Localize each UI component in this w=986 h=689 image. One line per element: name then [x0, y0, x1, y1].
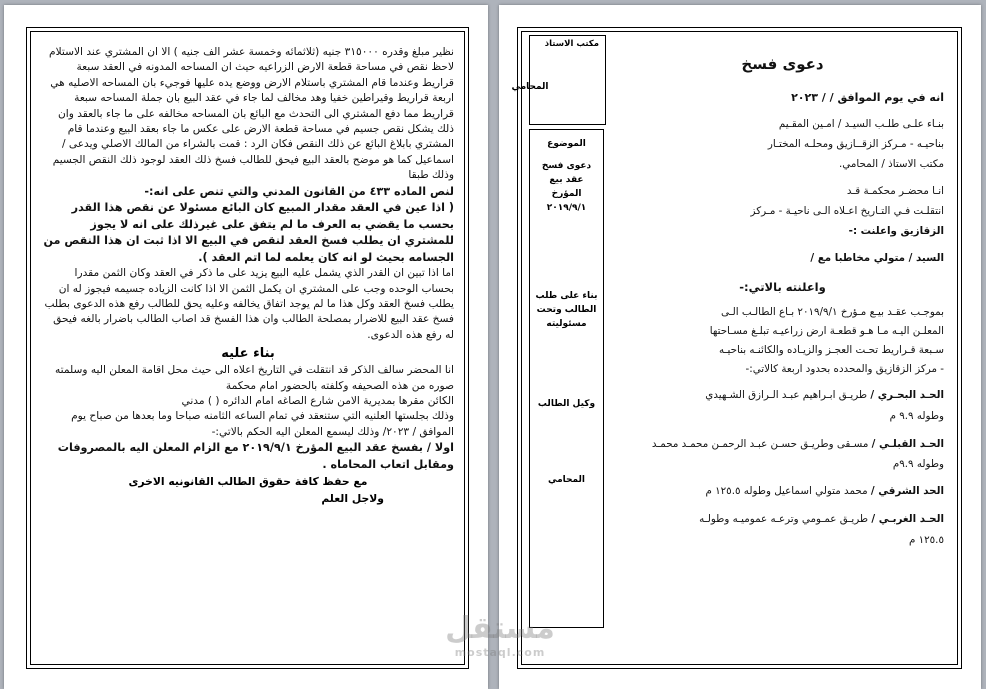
subject-line: ٢٠١٩/٩/١: [546, 203, 587, 213]
closing-line: ولاجل العلم: [321, 492, 384, 506]
border-text: طريـق عمـومي وترعـه عموميـه وطولـه: [699, 513, 869, 525]
watermark: [435, 612, 565, 659]
section-heading: بناء عليه: [221, 346, 275, 362]
border-west: [621, 513, 944, 525]
office-label: مكتب الاستاذ: [544, 39, 599, 49]
subject-line: عقد بيع: [549, 175, 584, 185]
border-label: الحـد البحـري /: [870, 389, 944, 401]
border-label: الحـد الغربـي /: [871, 513, 944, 525]
paragraph-facts: نظير مبلغ وقدره ٣١٥٠٠٠ جنيه (ثلاثمائه وخمسة عشر الف جنيه ) الا ان المشتري عند الاستلام لاحظ نقص في مساحة قطعة الارض الزراعيه حيث ان المساحه المدونه في العقد سبعة قراريط وعندما قام المشتري باستلام الارض ووضع يده عليها فوجيء بان المساحه الاصليه هي اربعة قراريط وقيراطين خفيا وهد مخالف لما جاء في عقد البيع بان جملة المساحه سبعة قراريط مما دفع المشتري الى التحدث مع البائع بان المساحه مخالفه على ما جاء بالعقد وان ذلك يشكل نقص جسيم في مساحة قطعة الارض على عكس ما جاء بعقد البيع وعندما قام المشتري بابلاغ البائع عن ذلك النقص فكان الرد : قمت بالشراء من المالك الاصلي ويدعى / اسماعيل كما هو موضح بالعقد البيع فيحق للطالب فسخ ذلك العقد لوجود ذلك النقص الجسيم وذلك طبقا: [49, 46, 454, 182]
defendant-line: السيد / متولي مخاطبا مع /: [810, 252, 944, 264]
border-label: الحـد القبلـي /: [871, 438, 944, 450]
watermark-subtext: mostaql.com: [454, 646, 546, 659]
office-line: مكتب الاستاذ / المحامي.: [838, 158, 944, 170]
residence-line: بناحيـه - مـركز الزقــازيق ومحلـه المختـار: [767, 138, 944, 150]
lawyer-label: المحامي: [547, 475, 586, 485]
page-right: [499, 5, 981, 689]
basis-line: مسئوليته: [546, 319, 587, 329]
reservation-line: مع حفظ كافة حقوق الطالب القانونيه الاخرى: [128, 475, 368, 489]
moved-line: انتقلـت فـي التـاريخ اعـلاه الـى ناحيـة - مـركز: [750, 205, 944, 217]
basis-line: بناء على طلب: [535, 291, 598, 301]
subject-label: الموضوع: [547, 139, 586, 149]
border-north: [621, 389, 944, 401]
paragraph-session: وذلك بجلستها العلنيه التي ستنعقد في تمام الساعه الثامنه صباحا وما بعدها من صباح يوم الموافق / ٢٠٢٣/ وذلك ليسمع المعلن اليه الحكم بالاتي:-: [71, 410, 454, 438]
document-title: دعوى فسخ: [741, 55, 824, 73]
requester-line: بنـاء علـى طلـب السيـد / امـين المقـيم: [778, 118, 944, 130]
basis-line: الطالب وتحت: [536, 305, 597, 315]
office-box: [511, 35, 606, 125]
border-text: محمد متولي اسماعيل وطوله ١٢٥.٥ م: [705, 485, 868, 497]
side-info-box: [529, 129, 604, 628]
border-text: مسـقى وطريـق حسـن عبـد الرحمـن محمـد محمـد: [651, 438, 869, 450]
bailiff-line: انـا محضـر محكمـة قـد: [846, 185, 944, 197]
border-south: [621, 438, 944, 450]
border-length: وطوله ٩.٩م: [892, 458, 944, 470]
agent-label: وكيل الطالب: [537, 399, 596, 409]
office-role: المحامي: [511, 82, 549, 92]
paragraph-service: انا المحضر سالف الذكر قد انتقلت في التاريخ اعلاه الى حيث محل اقامة المعلن اليه وسلمته صوره من هذه الصحيفه وكلفته بالحضور امام محكمة: [54, 364, 454, 392]
page-left: [4, 5, 488, 689]
notified-line: الزقازيق واعلنت :-: [848, 225, 944, 237]
date-line: انه في يوم الموافق / / ٢٠٢٣: [791, 91, 944, 104]
border-text: طريـق ابـراهيم عبـد الـرازق الشـهيدي: [705, 389, 868, 401]
body-line: - مركز الزقازيق والمحدده بحدود اربعة كالاتي:-: [745, 363, 944, 375]
law-quote: ( اذا عين في العقد مقدار المبيع كان البائع مسئولا عن نقص هذا القدر بحسب ما يقضي به العرف ما لم يتفق على غيرذلك على انه لا يجوز للمشتري ان يطلب فسخ العقد لنقص في البيع الا اذا ثبت ان هذا النقص من الجسامه بحيث لو انه كان يعلمه لما اتم العقد ).: [43, 201, 454, 264]
border-length: ١٢٥.٥ م: [908, 534, 944, 546]
body-line: المعلـن اليـه مـا هـو قطعـة ارض زراعيـه تبلـغ مسـاحتها: [709, 325, 944, 337]
body-line: سـبعة قـراريط تحـت العجـز والزيـاده والكائنـه بناحيـه: [719, 344, 944, 356]
paragraph-court: الكائن مقرها بمديرية الامن شارع الصاغه امام الدائره ( ) مدني: [181, 395, 454, 407]
request-first: اولا / بفسخ عقد البيع المؤرخ ٢٠١٩/٩/١ مع الزام المعلن اليه بالمصروفات ومقابل اتعاب المحاماه .: [57, 441, 454, 471]
watermark-text: مستقل: [445, 611, 555, 646]
border-east: [621, 485, 944, 497]
border-length: وطوله ٩.٩ م: [889, 410, 944, 422]
notice-heading: واعلنته بالاتي:-: [739, 280, 826, 294]
subject-line: المؤرخ: [551, 189, 582, 199]
left-page-text: [42, 45, 454, 507]
law-intro: لنص الماده ٤٣٣ من القانون المدني والتي تنص على انه:-: [144, 184, 454, 198]
subject-line: دعوى فسخ: [541, 161, 592, 171]
paragraph-excess: اما اذا تبين ان القدر الذي يشمل عليه البيع يزيد على ما ذكر في العقد وكان الثمن مقدرا بحساب الوحده وجب على المشتري ان يكمل الثمن الا اذا كانت الزياده جسيمه فيجوز له ان يطلب فسخ العقد وكل هذا ما لم يوجد اتفاق يخالفه وعليه يحق للطالب رفع هذه الدعوى بطلب فسخ عقد البيع للاضرار بمصلحة الطالب وان هذا الفسخ قد اصاب الطالب باضرار بالغه فيحق له رفع هذه الدعوى.: [44, 267, 454, 341]
border-label: الحد الشرقي /: [870, 485, 944, 497]
body-line: بموجـب عقـد بيـع مـؤرخ ٢٠١٩/٩/١ بـاع الطالـب الـى: [720, 306, 944, 318]
